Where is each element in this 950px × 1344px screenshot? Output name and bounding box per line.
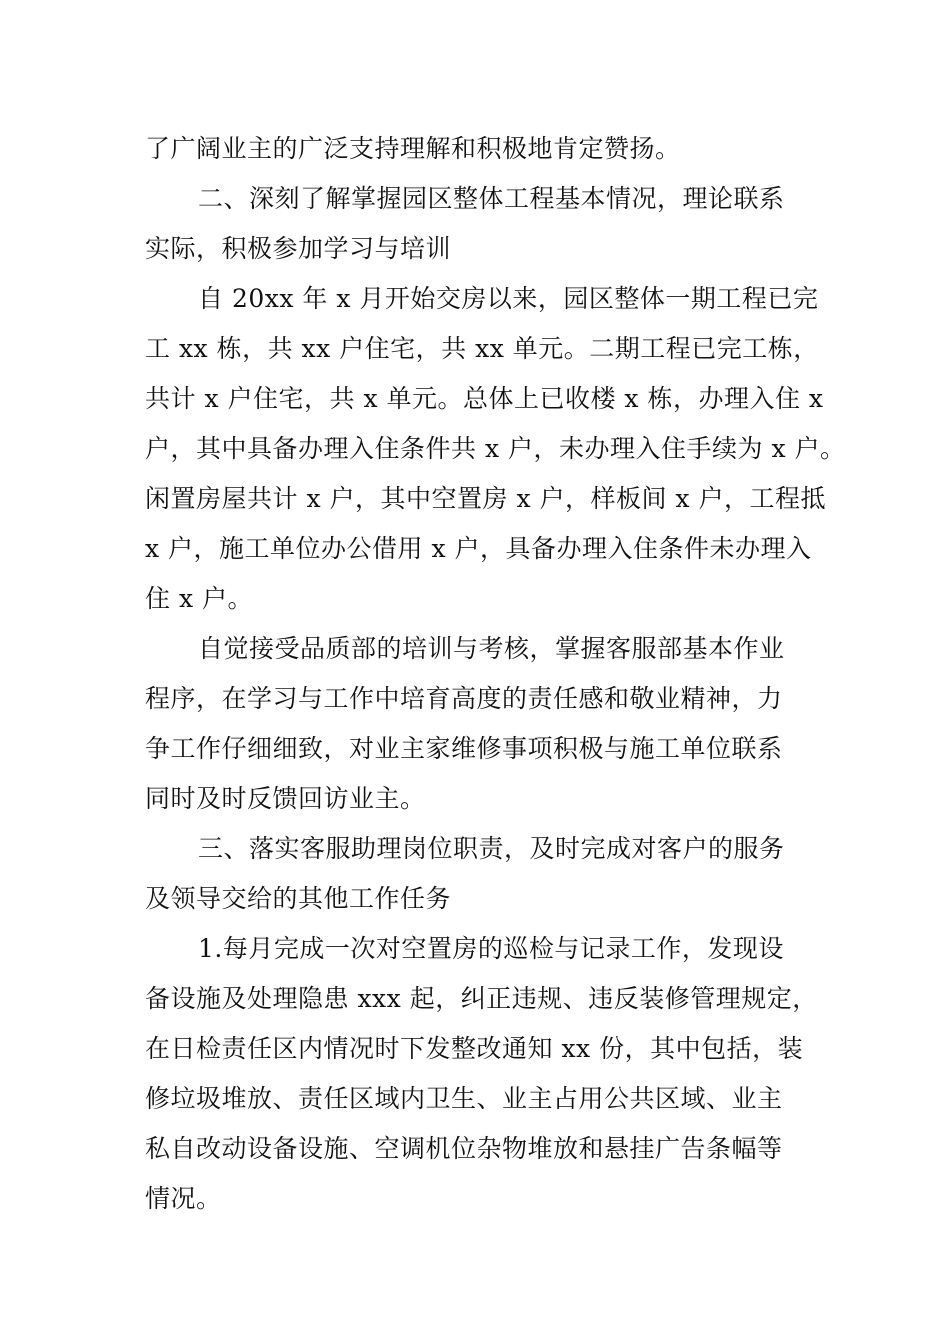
text-line-17: 1.每月完成一次对空置房的巡检与记录工作，发现设	[198, 934, 784, 963]
text-line-21: 私自改动设备设施、空调机位杂物堆放和悬挂广告条幅等	[145, 1134, 783, 1163]
text-line-1: 了广阔业主的广泛支持理解和积极地肯定赞扬。	[145, 134, 681, 163]
text-line-8: 闲置房屋共计 x 户，其中空置房 x 户，样板间 x 户，工程抵	[145, 484, 826, 513]
text-line-6: 共计 x 户住宅，共 x 单元。总体上已收楼 x 栋，办理入住 x	[145, 384, 824, 413]
text-line-12: 程序，在学习与工作中培育高度的责任感和敬业精神，力	[145, 684, 783, 713]
text-line-5: 工 xx 栋，共 xx 户住宅，共 xx 单元。二期工程已完工栋，	[145, 334, 819, 363]
text-line-11: 自觉接受品质部的培训与考核，掌握客服部基本作业	[198, 634, 785, 663]
text-line-10: 住 x 户。	[145, 584, 253, 613]
text-line-13: 争工作仔细细致，对业主家维修事项积极与施工单位联系	[145, 734, 783, 763]
section-heading-3-line-2: 及领导交给的其他工作任务	[145, 884, 452, 913]
text-line-4: 自 20xx 年 x 月开始交房以来，园区整体一期工程已完	[198, 284, 819, 313]
text-line-22: 情况。	[145, 1184, 222, 1213]
text-line-7: 户，其中具备办理入住条件共 x 户，未办理入住手续为 x 户。	[145, 434, 846, 463]
text-line-18: 备设施及处理隐患 xxx 起，纠正违规、违反装修管理规定，	[145, 984, 818, 1013]
section-heading-2-line-1: 二、深刻了解掌握园区整体工程基本情况，理论联系	[198, 184, 785, 213]
text-line-9: x 户，施工单位办公借用 x 户，具备办理入住条件未办理入	[145, 534, 812, 563]
text-line-14: 同时及时反馈回访业主。	[145, 784, 426, 813]
text-line-20: 修垃圾堆放、责任区域内卫生、业主占用公共区域、业主	[145, 1084, 783, 1113]
section-heading-3-line-1: 三、落实客服助理岗位职责，及时完成对客户的服务	[198, 834, 785, 863]
text-line-19: 在日检责任区内情况时下发整改通知 xx 份，其中包括，装	[145, 1034, 804, 1063]
section-heading-2-line-2: 实际，积极参加学习与培训	[145, 234, 452, 263]
